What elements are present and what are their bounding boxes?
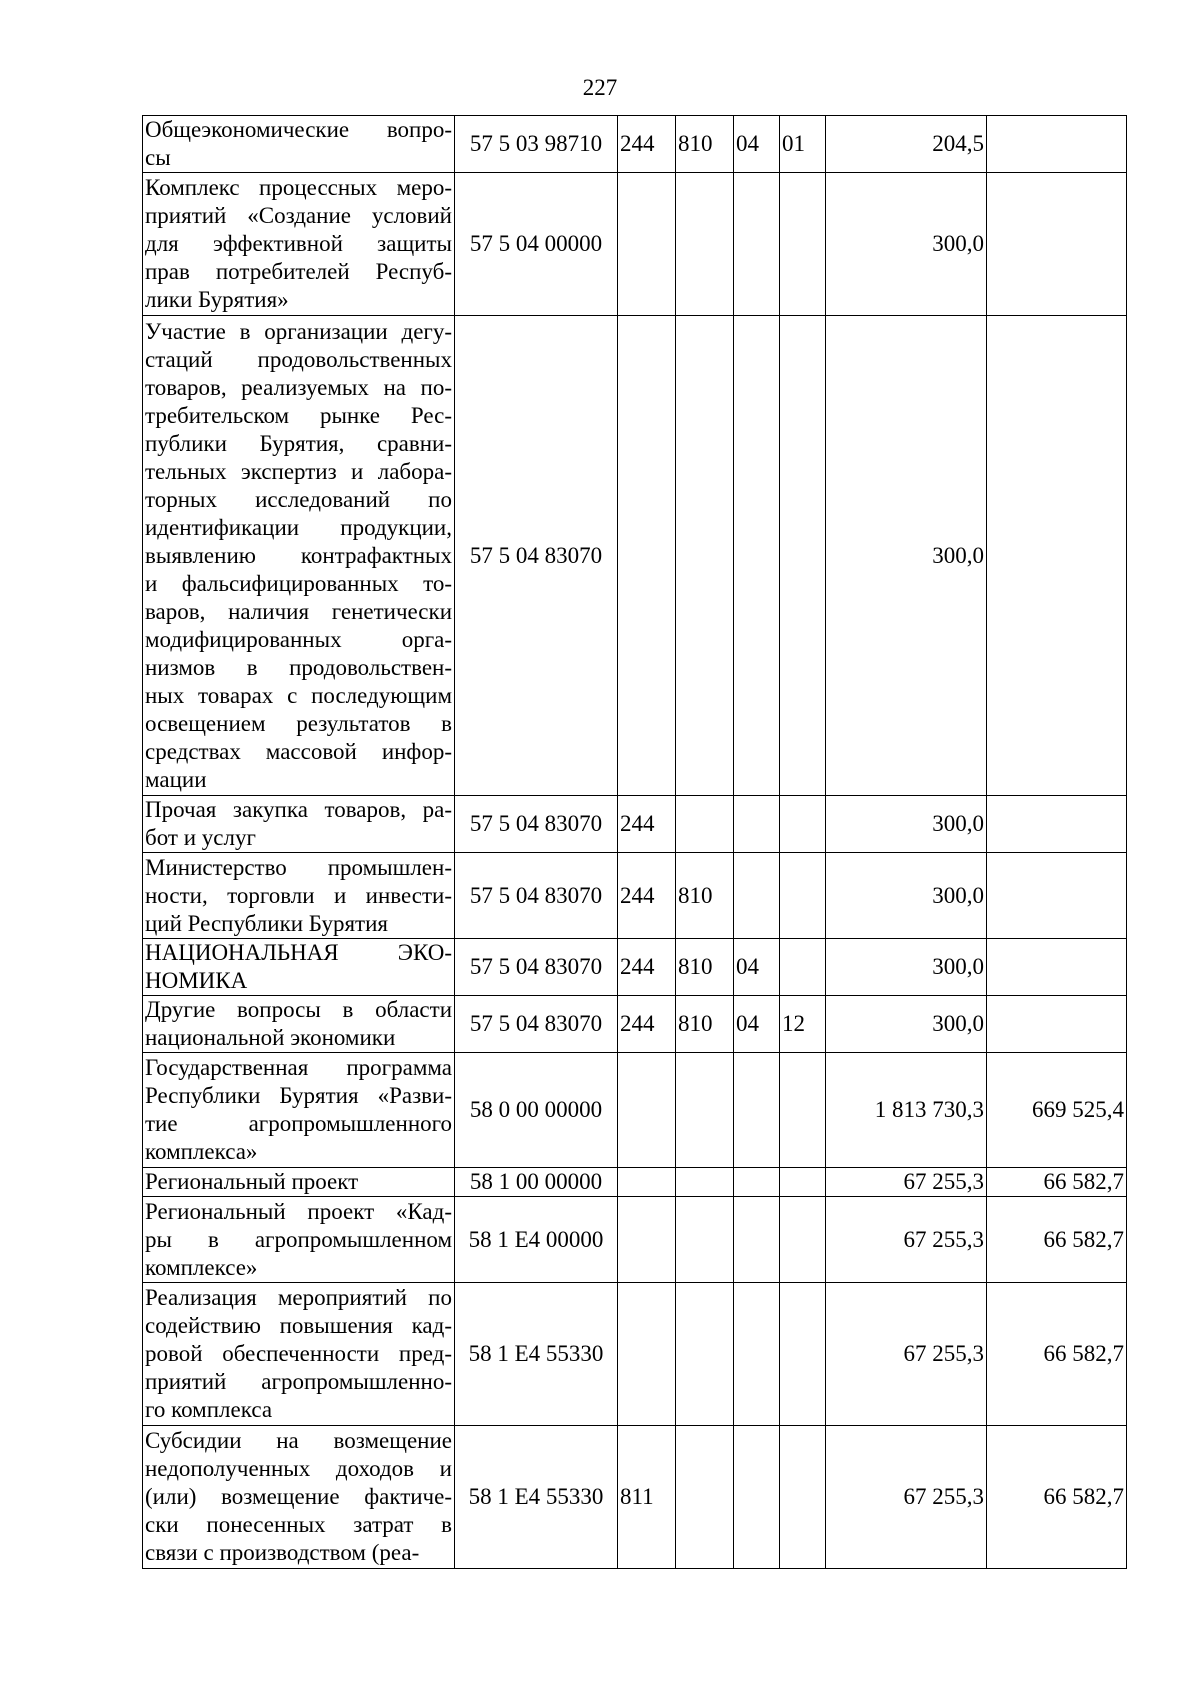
name-line: товаров, реализуемых на по- (145, 374, 452, 400)
amount-cell-2 (987, 116, 1127, 173)
vr-cell (618, 1197, 676, 1283)
vr-cell: 244 (618, 853, 676, 939)
name-line: ности, торговли и инвести- (145, 882, 452, 908)
name-line: тельных экспертиз и лабора- (145, 458, 452, 484)
name-cell (143, 116, 455, 173)
vr-cell: 244 (618, 116, 676, 173)
name-line: тие агропромышленного (145, 1111, 452, 1136)
subsection-cell (780, 173, 826, 316)
code-cell: 57 5 04 83070 (455, 939, 618, 996)
grbs-cell (676, 1426, 734, 1569)
amount-cell: 204,5 (826, 116, 987, 173)
name-line: лики Бурятия» (145, 287, 289, 312)
amount-cell-2 (987, 173, 1127, 316)
name-line: комплекса» (145, 1139, 258, 1164)
amount-cell-2: 66 582,7 (987, 1283, 1127, 1426)
amount-cell-2 (987, 996, 1127, 1053)
name-line: Министерство промышлен- (145, 854, 452, 880)
section-cell (734, 1053, 780, 1168)
name-line: требительском рынке Рес- (145, 402, 452, 428)
section-cell (734, 1283, 780, 1426)
vr-cell (618, 316, 676, 796)
name-line: го комплекса (145, 1397, 273, 1422)
code-cell: 57 5 04 83070 (455, 316, 618, 796)
name-line: Государственная программа (145, 1055, 452, 1080)
subsection-cell (780, 1283, 826, 1426)
amount-cell: 300,0 (826, 939, 987, 996)
code-cell: 58 1 00 00000 (455, 1168, 618, 1197)
name-line: идентификации продукции, (145, 514, 452, 540)
section-cell (734, 316, 780, 796)
table-row (143, 996, 1127, 1053)
name-line: ски понесенных затрат в (145, 1512, 452, 1537)
table-row (143, 173, 1127, 316)
name-line: средствах массовой инфор- (145, 738, 452, 764)
name-line: Прочая закупка товаров, ра- (145, 797, 452, 822)
amount-cell-2 (987, 853, 1127, 939)
name-cell (143, 1426, 455, 1569)
amount-cell-2: 66 582,7 (987, 1426, 1127, 1569)
page-number: 227 (582, 75, 618, 100)
name-line: национальной экономики (145, 1025, 396, 1050)
vr-cell: 244 (618, 796, 676, 853)
vr-cell: 244 (618, 939, 676, 996)
vr-cell (618, 1053, 676, 1168)
section-cell: 04 (734, 939, 780, 996)
name-line: Реализация мероприятий по (145, 1285, 452, 1310)
name-line: ций Республики Бурятия (145, 910, 388, 936)
vr-cell: 811 (618, 1426, 676, 1569)
name-line: низмов в продовольствен- (145, 654, 452, 680)
subsection-cell (780, 316, 826, 796)
grbs-cell: 810 (676, 996, 734, 1053)
table-row (143, 939, 1127, 996)
subsection-cell: 01 (780, 116, 826, 173)
subsection-cell (780, 1168, 826, 1197)
name-line: недополученных доходов и (145, 1456, 452, 1481)
name-line: Другие вопросы в области (145, 997, 452, 1022)
name-cell (143, 1283, 455, 1426)
subsection-cell (780, 796, 826, 853)
code-cell: 57 5 04 83070 (455, 996, 618, 1053)
table-row (143, 853, 1127, 939)
name-line: бот и услуг (145, 825, 256, 850)
name-line: освещением результатов в (145, 710, 452, 736)
code-cell: 58 1 E4 55330 (455, 1426, 618, 1569)
grbs-cell (676, 173, 734, 316)
name-line: варов, наличия генетически (145, 598, 452, 624)
subsection-cell (780, 939, 826, 996)
grbs-cell: 810 (676, 853, 734, 939)
amount-cell: 300,0 (826, 316, 987, 796)
name-line: Комплекс процессных меро- (145, 175, 452, 200)
name-line: модифицированных орга- (145, 626, 452, 652)
table-row (143, 116, 1127, 173)
name-line: и фальсифицированных то- (145, 570, 452, 596)
name-line: ровой обеспеченности пред- (145, 1341, 452, 1366)
name-line: Общеэкономические вопро- (145, 117, 452, 142)
grbs-cell (676, 1168, 734, 1197)
section-cell (734, 1168, 780, 1197)
name-line: приятий «Создание условий (145, 203, 452, 228)
amount-cell: 67 255,3 (826, 1197, 987, 1283)
code-cell: 57 5 03 98710 (455, 116, 618, 173)
section-cell (734, 1197, 780, 1283)
table-row (143, 1168, 1127, 1197)
name-cell (143, 1197, 455, 1283)
vr-cell (618, 1168, 676, 1197)
section-cell (734, 1426, 780, 1569)
vr-cell: 244 (618, 996, 676, 1053)
grbs-cell (676, 1053, 734, 1168)
amount-cell-2 (987, 796, 1127, 853)
name-line: выявлению контрафактных (145, 542, 452, 568)
name-line: ры в агропромышленном (145, 1226, 452, 1252)
amount-cell-2 (987, 939, 1127, 996)
code-cell: 58 0 00 00000 (455, 1053, 618, 1168)
section-cell (734, 853, 780, 939)
subsection-cell (780, 1197, 826, 1283)
table-row (143, 316, 1127, 796)
table-row (143, 1197, 1127, 1283)
section-cell: 04 (734, 116, 780, 173)
name-line: НОМИКА (145, 968, 248, 993)
name-line: содействию повышения кад- (145, 1313, 452, 1338)
name-line: (или) возмещение фактиче- (145, 1484, 452, 1509)
name-line: публики Бурятия, сравни- (145, 430, 452, 456)
name-line: Региональный проект (145, 1169, 359, 1194)
section-cell (734, 796, 780, 853)
name-cell (143, 316, 455, 796)
amount-cell: 300,0 (826, 996, 987, 1053)
name-line: Региональный проект «Кад- (145, 1198, 452, 1224)
grbs-cell (676, 796, 734, 853)
subsection-cell (780, 853, 826, 939)
table-row (143, 1053, 1127, 1168)
name-line: сы (145, 145, 171, 170)
name-line: Участие в организации дегу- (145, 318, 452, 344)
name-line: ных товарах с последующим (145, 682, 452, 708)
vr-cell (618, 173, 676, 316)
amount-cell: 300,0 (826, 173, 987, 316)
amount-cell: 300,0 (826, 853, 987, 939)
name-line: приятий агропромышленно- (145, 1369, 452, 1394)
name-cell (143, 1053, 455, 1168)
amount-cell: 300,0 (826, 796, 987, 853)
table-row (143, 796, 1127, 853)
section-cell: 04 (734, 996, 780, 1053)
name-line: прав потребителей Респуб- (145, 259, 452, 284)
code-cell: 58 1 E4 55330 (455, 1283, 618, 1426)
name-cell (143, 1168, 455, 1197)
grbs-cell: 810 (676, 116, 734, 173)
table-row (143, 1283, 1127, 1426)
subsection-cell (780, 1426, 826, 1569)
amount-cell-2: 66 582,7 (987, 1168, 1127, 1197)
budget-table (142, 115, 1127, 1569)
grbs-cell (676, 1283, 734, 1426)
amount-cell-2 (987, 316, 1127, 796)
vr-cell (618, 1283, 676, 1426)
amount-cell-2: 66 582,7 (987, 1197, 1127, 1283)
amount-cell: 67 255,3 (826, 1283, 987, 1426)
amount-cell: 67 255,3 (826, 1168, 987, 1197)
subsection-cell: 12 (780, 996, 826, 1053)
section-cell (734, 173, 780, 316)
name-line: Субсидии на возмещение (145, 1428, 452, 1453)
code-cell: 58 1 E4 00000 (455, 1197, 618, 1283)
name-cell (143, 853, 455, 939)
name-line: связи с производством (реа- (145, 1540, 420, 1565)
name-line: стаций продовольственных (145, 346, 452, 372)
name-line: мации (145, 766, 207, 792)
name-line: для эффективной защиты (145, 231, 452, 256)
amount-cell: 1 813 730,3 (826, 1053, 987, 1168)
table-row (143, 1426, 1127, 1569)
amount-cell: 67 255,3 (826, 1426, 987, 1569)
name-cell (143, 996, 455, 1053)
amount-cell-2: 669 525,4 (987, 1053, 1127, 1168)
subsection-cell (780, 1053, 826, 1168)
name-cell (143, 939, 455, 996)
name-line: торных исследований по (145, 486, 452, 512)
code-cell: 57 5 04 83070 (455, 853, 618, 939)
grbs-cell (676, 316, 734, 796)
name-line: комплексе» (145, 1254, 258, 1280)
code-cell: 57 5 04 00000 (455, 173, 618, 316)
name-line: НАЦИОНАЛЬНАЯ ЭКО- (145, 940, 452, 965)
grbs-cell (676, 1197, 734, 1283)
grbs-cell: 810 (676, 939, 734, 996)
name-cell (143, 796, 455, 853)
name-cell (143, 173, 455, 316)
name-line: Республики Бурятия «Разви- (145, 1083, 452, 1108)
code-cell: 57 5 04 83070 (455, 796, 618, 853)
